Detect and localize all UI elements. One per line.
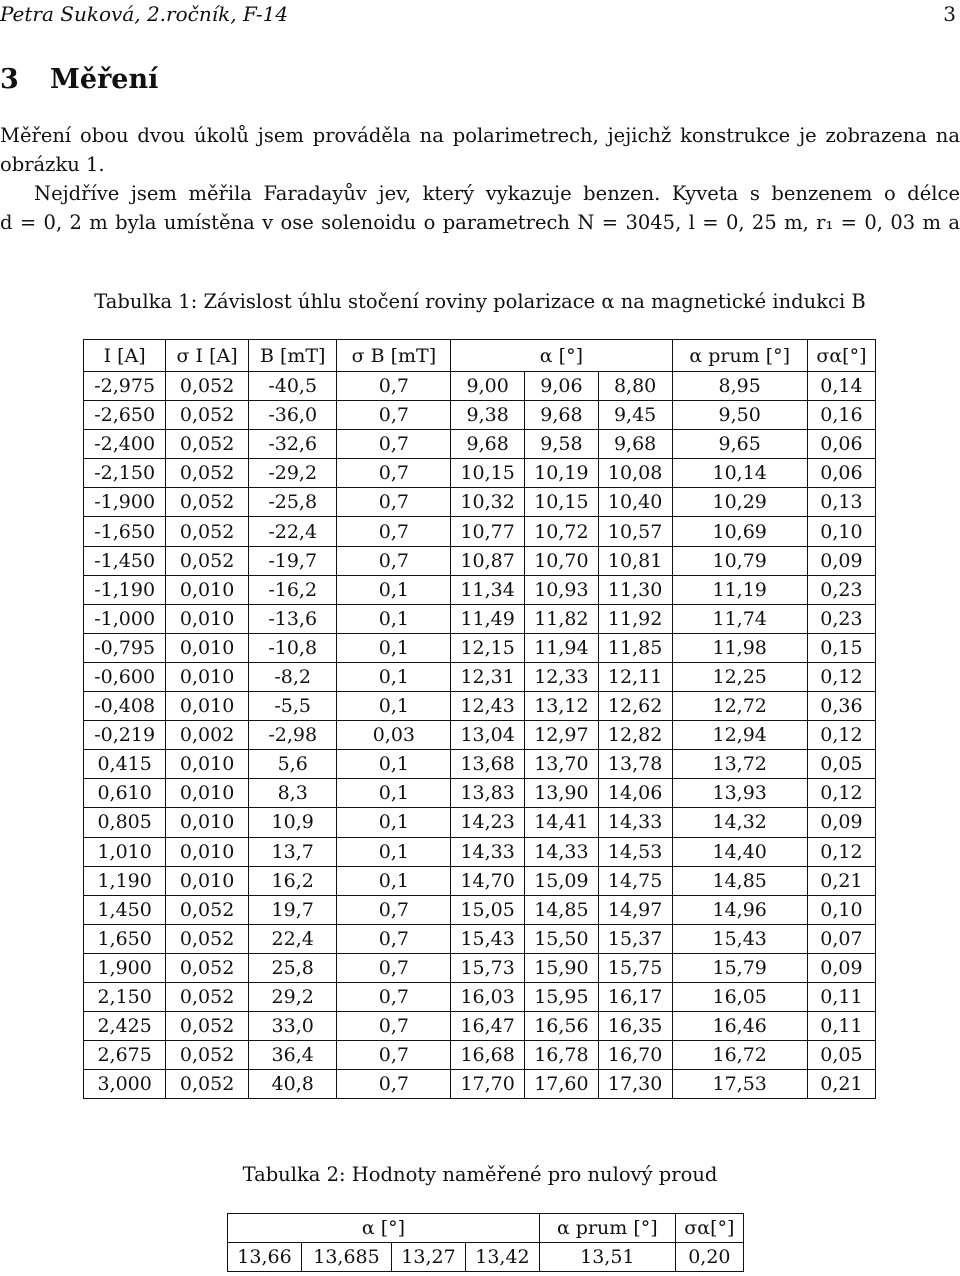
table-cell: 8,80 — [598, 372, 672, 401]
table-cell: 0,010 — [166, 779, 249, 808]
table-cell: 13,93 — [672, 779, 807, 808]
table-cell: 1,450 — [84, 895, 166, 924]
table-cell: 0,09 — [807, 808, 875, 837]
table-cell: 16,03 — [451, 982, 525, 1011]
page-header — [0, 2, 960, 26]
table-header-row — [228, 1214, 744, 1243]
table-cell: 0,7 — [337, 895, 451, 924]
table-cell: -2,150 — [84, 459, 166, 488]
table-cell: 14,33 — [451, 837, 525, 866]
table-cell: 0,06 — [807, 459, 875, 488]
table-cell: 0,7 — [337, 982, 451, 1011]
table-row — [84, 953, 876, 982]
table-cell: 10,15 — [525, 488, 599, 517]
table-cell: 0,1 — [337, 604, 451, 633]
table-cell: 16,2 — [248, 866, 337, 895]
table-cell: 0,052 — [166, 982, 249, 1011]
table-row — [84, 866, 876, 895]
table-cell: 0,1 — [337, 633, 451, 662]
table-row — [84, 662, 876, 691]
table-cell: 0,052 — [166, 488, 249, 517]
table-cell: -22,4 — [248, 517, 337, 546]
table-cell: 12,62 — [598, 692, 672, 721]
table-cell: 0,052 — [166, 1041, 249, 1070]
table-cell: 25,8 — [248, 953, 337, 982]
measurement-table — [83, 339, 876, 1099]
table-cell: 15,79 — [672, 953, 807, 982]
table-cell: 1,190 — [84, 866, 166, 895]
table-cell: 13,685 — [301, 1243, 391, 1272]
table-cell: 0,805 — [84, 808, 166, 837]
table-cell: 14,96 — [672, 895, 807, 924]
table-cell: 9,68 — [451, 430, 525, 459]
table-cell: 16,70 — [598, 1041, 672, 1070]
table-cell: 10,70 — [525, 546, 599, 575]
table-cell: 0,05 — [807, 750, 875, 779]
table-cell: 12,43 — [451, 692, 525, 721]
table-cell: 16,72 — [672, 1041, 807, 1070]
table-cell: 15,90 — [525, 953, 599, 982]
table-cell: 0,36 — [807, 692, 875, 721]
table-cell: 17,60 — [525, 1070, 599, 1099]
table-cell: 14,75 — [598, 866, 672, 895]
t2-header-sigma-alpha: σα[°] — [675, 1214, 743, 1243]
table-cell: 17,70 — [451, 1070, 525, 1099]
table-cell: 10,40 — [598, 488, 672, 517]
table-cell: 8,95 — [672, 372, 807, 401]
table-cell: 0,12 — [807, 837, 875, 866]
col-header-sigma-B: σ B [mT] — [337, 340, 451, 372]
table-cell: 0,1 — [337, 662, 451, 691]
col-header-alpha-prum: α prum [°] — [672, 340, 807, 372]
table-cell: 14,53 — [598, 837, 672, 866]
section-number: 3 — [0, 64, 19, 95]
table-cell: 2,425 — [84, 1012, 166, 1041]
table-cell: 11,82 — [525, 604, 599, 633]
table-cell: 0,052 — [166, 430, 249, 459]
table-cell: 0,010 — [166, 692, 249, 721]
table-cell: 0,11 — [807, 982, 875, 1011]
table-cell: 0,052 — [166, 895, 249, 924]
table-cell: 10,9 — [248, 808, 337, 837]
table-cell: 12,11 — [598, 662, 672, 691]
table-cell: 0,052 — [166, 372, 249, 401]
table-cell: 16,05 — [672, 982, 807, 1011]
table-cell: 11,98 — [672, 633, 807, 662]
table-row — [84, 924, 876, 953]
table-cell: 0,7 — [337, 372, 451, 401]
table-row — [84, 546, 876, 575]
table-cell: -2,400 — [84, 430, 166, 459]
table-cell: 12,72 — [672, 692, 807, 721]
table-cell: 0,052 — [166, 401, 249, 430]
table-row — [84, 372, 876, 401]
table-cell: 0,06 — [807, 430, 875, 459]
table-cell: 0,12 — [807, 779, 875, 808]
table-row — [228, 1243, 744, 1272]
table-row — [84, 982, 876, 1011]
table-cell: 0,09 — [807, 546, 875, 575]
table-cell: 0,052 — [166, 1012, 249, 1041]
table-row — [84, 750, 876, 779]
table-cell: 10,14 — [672, 459, 807, 488]
table-cell: -1,190 — [84, 575, 166, 604]
table-cell: -2,98 — [248, 721, 337, 750]
table-cell: 0,052 — [166, 459, 249, 488]
table-cell: 13,27 — [392, 1243, 466, 1272]
table-cell: 0,7 — [337, 924, 451, 953]
table-cell: 9,00 — [451, 372, 525, 401]
table-cell: -0,795 — [84, 633, 166, 662]
table-cell: 10,19 — [525, 459, 599, 488]
table-cell: 9,06 — [525, 372, 599, 401]
table-cell: 13,78 — [598, 750, 672, 779]
table-cell: 10,29 — [672, 488, 807, 517]
table2-caption: Tabulka 2: Hodnoty naměřené pro nulový proud — [242, 1163, 718, 1186]
table-cell: -2,975 — [84, 372, 166, 401]
table-row — [84, 459, 876, 488]
table-cell: 0,610 — [84, 779, 166, 808]
table-cell: 11,74 — [672, 604, 807, 633]
table-cell: 0,7 — [337, 517, 451, 546]
section-title: Měření — [50, 64, 159, 95]
table-cell: 0,7 — [337, 546, 451, 575]
table-cell: 14,33 — [525, 837, 599, 866]
table-cell: -19,7 — [248, 546, 337, 575]
table-cell: 11,94 — [525, 633, 599, 662]
table-cell: 0,1 — [337, 750, 451, 779]
table-cell: 0,052 — [166, 517, 249, 546]
table-cell: 0,15 — [807, 633, 875, 662]
table-cell: 10,93 — [525, 575, 599, 604]
table-cell: 8,3 — [248, 779, 337, 808]
table-cell: 11,30 — [598, 575, 672, 604]
table-row — [84, 895, 876, 924]
table-cell: 14,40 — [672, 837, 807, 866]
table-cell: 0,052 — [166, 546, 249, 575]
table-cell: 14,06 — [598, 779, 672, 808]
table-cell: -10,8 — [248, 633, 337, 662]
zero-current-table — [227, 1213, 744, 1272]
table-cell: 10,08 — [598, 459, 672, 488]
table-cell: 0,010 — [166, 750, 249, 779]
table-cell: 12,15 — [451, 633, 525, 662]
table-cell: 15,95 — [525, 982, 599, 1011]
table-cell: 0,7 — [337, 430, 451, 459]
table-row — [84, 837, 876, 866]
table-cell: -1,000 — [84, 604, 166, 633]
table-cell: 13,66 — [228, 1243, 302, 1272]
table-cell: -36,0 — [248, 401, 337, 430]
table-cell: 0,052 — [166, 953, 249, 982]
table-cell: 0,1 — [337, 779, 451, 808]
table-cell: 0,7 — [337, 1012, 451, 1041]
table-row — [84, 575, 876, 604]
table-cell: 0,11 — [807, 1012, 875, 1041]
table-row — [84, 517, 876, 546]
table-cell: 16,35 — [598, 1012, 672, 1041]
table-cell: 0,23 — [807, 604, 875, 633]
table-cell: 13,7 — [248, 837, 337, 866]
table-cell: 16,46 — [672, 1012, 807, 1041]
table-row — [84, 692, 876, 721]
table-cell: 12,33 — [525, 662, 599, 691]
table-cell: 14,85 — [672, 866, 807, 895]
table-cell: 2,150 — [84, 982, 166, 1011]
table-row — [84, 1070, 876, 1099]
table-cell: 10,32 — [451, 488, 525, 517]
table-cell: 0,010 — [166, 662, 249, 691]
table-cell: 0,10 — [807, 895, 875, 924]
table-cell: 13,70 — [525, 750, 599, 779]
table-cell: 12,97 — [525, 721, 599, 750]
table-cell: 16,17 — [598, 982, 672, 1011]
table-cell: 0,7 — [337, 1070, 451, 1099]
table-cell: 0,010 — [166, 575, 249, 604]
table-cell: 5,6 — [248, 750, 337, 779]
table-cell: 13,90 — [525, 779, 599, 808]
table-cell: 14,23 — [451, 808, 525, 837]
table-cell: 0,1 — [337, 692, 451, 721]
table-cell: -0,219 — [84, 721, 166, 750]
table-cell: 13,72 — [672, 750, 807, 779]
table-row — [84, 488, 876, 517]
table-cell: 0,03 — [337, 721, 451, 750]
paragraph-line-3: Nejdříve jsem měřila Faradayův jev, který vykazuje benzen. Kyveta s benzenem o délce — [34, 182, 960, 205]
table-cell: 15,43 — [451, 924, 525, 953]
col-header-B: B [mT] — [248, 340, 337, 372]
table-cell: 0,13 — [807, 488, 875, 517]
table-cell: -29,2 — [248, 459, 337, 488]
col-header-sigma-alpha: σα[°] — [807, 340, 875, 372]
table-cell: 0,010 — [166, 808, 249, 837]
table-cell: 0,010 — [166, 633, 249, 662]
table-cell: 0,010 — [166, 604, 249, 633]
table-cell: 11,49 — [451, 604, 525, 633]
table-cell: 13,83 — [451, 779, 525, 808]
table-cell: 1,010 — [84, 837, 166, 866]
t2-header-alpha: α [°] — [228, 1214, 540, 1243]
table-cell: 9,68 — [598, 430, 672, 459]
table-cell: 15,37 — [598, 924, 672, 953]
table-cell: 16,78 — [525, 1041, 599, 1070]
table-cell: 0,002 — [166, 721, 249, 750]
table-body — [84, 372, 876, 1099]
section-heading — [0, 64, 158, 95]
table-cell: 16,68 — [451, 1041, 525, 1070]
table-cell: 19,7 — [248, 895, 337, 924]
table-cell: 22,4 — [248, 924, 337, 953]
table-cell: 0,7 — [337, 1041, 451, 1070]
table-cell: 10,15 — [451, 459, 525, 488]
table-cell: 10,69 — [672, 517, 807, 546]
table-cell: 12,25 — [672, 662, 807, 691]
table-cell: 13,12 — [525, 692, 599, 721]
table-cell: 14,85 — [525, 895, 599, 924]
table-row — [84, 430, 876, 459]
table-cell: -13,6 — [248, 604, 337, 633]
table-cell: 2,675 — [84, 1041, 166, 1070]
table-row — [84, 1041, 876, 1070]
table-cell: 14,32 — [672, 808, 807, 837]
table-cell: 0,415 — [84, 750, 166, 779]
table-cell: 0,09 — [807, 953, 875, 982]
table-cell: 9,45 — [598, 401, 672, 430]
table-cell: -16,2 — [248, 575, 337, 604]
table-cell: 14,41 — [525, 808, 599, 837]
table-cell: 12,82 — [598, 721, 672, 750]
table-row — [84, 779, 876, 808]
table-cell: 12,94 — [672, 721, 807, 750]
table-cell: 9,38 — [451, 401, 525, 430]
paragraph-line-1: Měření obou dvou úkolů jsem prováděla na polarimetrech, jejichž konstrukce je zobrazena na — [0, 124, 960, 147]
page-number: 3 — [943, 2, 956, 26]
table-row — [84, 808, 876, 837]
table-cell: 17,53 — [672, 1070, 807, 1099]
table-cell: 9,68 — [525, 401, 599, 430]
table-cell: -0,408 — [84, 692, 166, 721]
table-cell: 0,052 — [166, 924, 249, 953]
table-row — [84, 604, 876, 633]
table-cell: 0,052 — [166, 1070, 249, 1099]
table-cell: 15,73 — [451, 953, 525, 982]
table-cell: 1,650 — [84, 924, 166, 953]
table-cell: 10,72 — [525, 517, 599, 546]
table-row — [84, 1012, 876, 1041]
table-cell: 40,8 — [248, 1070, 337, 1099]
table-cell: 15,43 — [672, 924, 807, 953]
table-cell: 11,34 — [451, 575, 525, 604]
paragraph-line-2: obrázku 1. — [0, 153, 105, 176]
table-cell: 0,7 — [337, 488, 451, 517]
author-line: Petra Suková, 2.ročník, F-14 — [0, 2, 289, 26]
table-cell: 13,68 — [451, 750, 525, 779]
table-header-row — [84, 340, 876, 372]
table-cell: 0,010 — [166, 866, 249, 895]
col-header-alpha: α [°] — [451, 340, 672, 372]
table-cell: 15,05 — [451, 895, 525, 924]
table-cell: 0,21 — [807, 866, 875, 895]
table-cell: 13,04 — [451, 721, 525, 750]
table-cell: 9,50 — [672, 401, 807, 430]
table-cell: 0,21 — [807, 1070, 875, 1099]
table-cell: -1,900 — [84, 488, 166, 517]
table-cell: 0,1 — [337, 575, 451, 604]
table-cell: 14,33 — [598, 808, 672, 837]
table-cell: 10,87 — [451, 546, 525, 575]
table-cell: 10,81 — [598, 546, 672, 575]
table-cell: 11,92 — [598, 604, 672, 633]
paragraph-line-4: d = 0, 2 m byla umístěna v ose solenoidu o parametrech N = 3045, l = 0, 25 m, r₁ = 0, 03 m a — [0, 211, 960, 234]
table-row — [84, 633, 876, 662]
table-cell: 14,70 — [451, 866, 525, 895]
table-cell: 0,12 — [807, 721, 875, 750]
table-cell: 16,56 — [525, 1012, 599, 1041]
table-cell: 0,23 — [807, 575, 875, 604]
table-cell: 0,20 — [675, 1243, 743, 1272]
col-header-I: I [A] — [84, 340, 166, 372]
table-row — [84, 721, 876, 750]
table-cell: 9,58 — [525, 430, 599, 459]
col-header-sigma-I: σ I [A] — [166, 340, 249, 372]
table-cell: 0,10 — [807, 517, 875, 546]
table-cell: 15,50 — [525, 924, 599, 953]
table-cell: -0,600 — [84, 662, 166, 691]
table-cell: 16,47 — [451, 1012, 525, 1041]
table-cell: 0,05 — [807, 1041, 875, 1070]
table-cell: 0,010 — [166, 837, 249, 866]
table-cell: -5,5 — [248, 692, 337, 721]
table-cell: 33,0 — [248, 1012, 337, 1041]
table-cell: -8,2 — [248, 662, 337, 691]
table-cell: -32,6 — [248, 430, 337, 459]
table-cell: 0,07 — [807, 924, 875, 953]
table-cell: 0,1 — [337, 866, 451, 895]
table-cell: 0,7 — [337, 953, 451, 982]
table-cell: -2,650 — [84, 401, 166, 430]
table-cell: 9,65 — [672, 430, 807, 459]
table-row — [84, 401, 876, 430]
table-cell: 0,1 — [337, 837, 451, 866]
table-cell: 0,1 — [337, 808, 451, 837]
table-cell: 10,57 — [598, 517, 672, 546]
table-cell: 13,42 — [465, 1243, 539, 1272]
table-cell: 0,7 — [337, 459, 451, 488]
table-cell: 11,85 — [598, 633, 672, 662]
table-cell: -1,650 — [84, 517, 166, 546]
table-cell: 17,30 — [598, 1070, 672, 1099]
table-cell: -40,5 — [248, 372, 337, 401]
table-cell: 12,31 — [451, 662, 525, 691]
table-cell: 15,75 — [598, 953, 672, 982]
table-cell: -1,450 — [84, 546, 166, 575]
table-cell: 1,900 — [84, 953, 166, 982]
table-cell: 0,14 — [807, 372, 875, 401]
table-cell: 29,2 — [248, 982, 337, 1011]
table-cell: 3,000 — [84, 1070, 166, 1099]
table-cell: 36,4 — [248, 1041, 337, 1070]
table1-caption: Tabulka 1: Závislost úhlu stočení roviny polarizace α na magnetické indukci B — [94, 290, 866, 313]
table-cell: 11,19 — [672, 575, 807, 604]
table-cell: -25,8 — [248, 488, 337, 517]
table-cell: 0,7 — [337, 401, 451, 430]
t2-header-alpha-prum: α prum [°] — [539, 1214, 675, 1243]
table-cell: 10,79 — [672, 546, 807, 575]
table-cell: 15,09 — [525, 866, 599, 895]
table-cell: 0,16 — [807, 401, 875, 430]
table-cell: 10,77 — [451, 517, 525, 546]
table-cell: 14,97 — [598, 895, 672, 924]
table-cell: 0,12 — [807, 662, 875, 691]
table-cell: 13,51 — [539, 1243, 675, 1272]
